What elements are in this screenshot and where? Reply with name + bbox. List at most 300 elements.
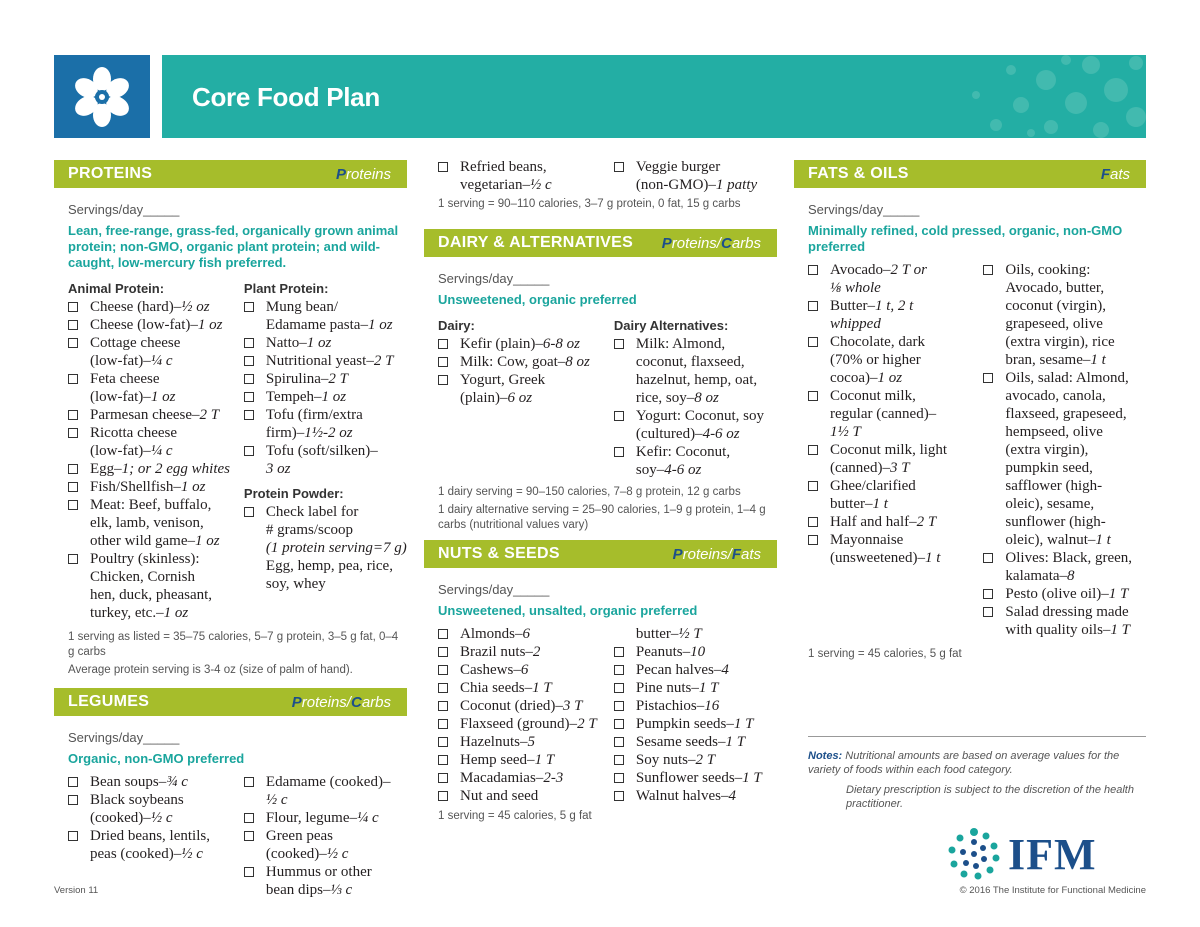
food-list-item <box>808 423 983 441</box>
item-label: Hummus or other <box>265 864 372 880</box>
item-text <box>636 679 719 697</box>
item-text <box>1005 315 1102 333</box>
indent <box>614 625 636 643</box>
indent <box>983 315 1005 333</box>
item-label: Almonds– <box>460 626 523 642</box>
item-text <box>90 406 219 424</box>
checkbox[interactable] <box>614 791 624 801</box>
item-label: grapeseed, olive <box>1005 316 1103 332</box>
food-list-item <box>68 496 244 514</box>
checkbox[interactable] <box>983 589 993 599</box>
item-amount: 2 T <box>577 716 597 732</box>
item-amount: 2 T or <box>890 262 927 278</box>
item-text <box>1005 495 1094 513</box>
checkbox[interactable] <box>983 553 993 563</box>
item-amount: 1 T <box>733 716 754 732</box>
item-label: Chicken, Cornish <box>90 569 195 585</box>
item-label: Bean soups– <box>90 774 167 790</box>
checkbox[interactable] <box>438 755 448 765</box>
item-text <box>90 442 172 460</box>
item-text <box>90 298 210 316</box>
food-list-item <box>808 333 983 351</box>
indent <box>983 567 1005 585</box>
checkbox[interactable] <box>808 391 818 401</box>
item-label: Pecan halves– <box>635 662 722 678</box>
item-text <box>1005 405 1126 423</box>
checkbox[interactable] <box>68 374 78 384</box>
item-text <box>830 387 916 405</box>
food-list-item <box>244 791 407 809</box>
food-list-item <box>808 351 983 369</box>
item-text <box>266 352 394 370</box>
indent <box>808 351 830 369</box>
item-label: Olives: Black, green, <box>1005 550 1133 566</box>
item-text <box>90 496 211 514</box>
item-amount: 6 <box>522 626 531 642</box>
indent <box>808 405 830 423</box>
item-text <box>636 733 745 751</box>
item-label: Spirulina– <box>265 371 329 387</box>
checkbox[interactable] <box>244 338 254 348</box>
indent <box>438 176 460 194</box>
food-list-item <box>808 459 983 477</box>
item-text <box>460 733 535 751</box>
checkbox[interactable] <box>244 507 254 517</box>
checkbox[interactable] <box>614 719 624 729</box>
item-label: Ghee/clarified <box>830 478 916 494</box>
item-amount: 1 oz <box>194 533 220 549</box>
food-list-item <box>983 387 1146 405</box>
food-list-item <box>808 495 983 513</box>
item-label: Kefir (plain)– <box>460 336 543 352</box>
item-label: (extra virgin), <box>1005 442 1089 458</box>
food-list-item <box>244 863 407 881</box>
food-list-item <box>808 261 983 279</box>
item-label: coconut (virgin), <box>1005 298 1106 314</box>
item-label: Chocolate, dark <box>830 334 925 350</box>
item-amount: 2 <box>532 644 541 660</box>
checkbox[interactable] <box>614 701 624 711</box>
food-list-item <box>614 769 777 787</box>
item-label: (low-fat)– <box>90 443 151 459</box>
item-label: peas (cooked)– <box>90 846 182 862</box>
item-amount: 2 T <box>916 514 937 530</box>
checkbox[interactable] <box>614 773 624 783</box>
item-label: (non-GMO)– <box>635 177 716 193</box>
food-list-item <box>614 389 777 407</box>
item-text <box>266 845 348 863</box>
indent <box>244 424 266 442</box>
item-label: Hemp seed– <box>460 752 535 768</box>
item-label: Cheese (low-fat)– <box>90 317 198 333</box>
item-label: # grams/scoop <box>265 522 353 538</box>
item-label: (70% or higher <box>830 352 921 368</box>
checkbox[interactable] <box>68 410 78 420</box>
item-label: Natto– <box>265 335 307 351</box>
item-label: oleic), sesame, <box>1005 496 1095 512</box>
checkbox[interactable] <box>438 375 448 385</box>
item-label: Egg– <box>90 461 122 477</box>
item-text <box>1005 567 1074 585</box>
indent <box>68 568 90 586</box>
item-amount: 8 oz <box>694 390 719 406</box>
checkbox[interactable] <box>244 867 254 877</box>
item-label: Cashews– <box>460 662 521 678</box>
nuts-servings: Servings/day_____ <box>438 582 550 597</box>
food-list-item <box>244 388 407 406</box>
item-text <box>460 751 554 769</box>
checkbox[interactable] <box>438 719 448 729</box>
food-list-item <box>244 460 407 478</box>
item-label: Milk: Almond, <box>635 336 726 352</box>
dairy-preferred: Unsweetened, organic preferred <box>438 292 637 307</box>
food-list-item <box>983 477 1146 495</box>
food-list-item <box>983 585 1146 603</box>
item-text <box>1005 549 1132 567</box>
food-list-item <box>244 442 407 460</box>
copyright: © 2016 The Institute for Functional Medicine <box>959 885 1146 896</box>
checkbox[interactable] <box>244 302 254 312</box>
indent <box>808 495 830 513</box>
checkbox[interactable] <box>614 411 624 421</box>
item-label: (canned)– <box>830 460 890 476</box>
checkbox[interactable] <box>614 683 624 693</box>
checkbox[interactable] <box>983 373 993 383</box>
item-label: Nut and seed <box>460 788 539 804</box>
item-text <box>1005 621 1130 639</box>
dairy-alternative-note: 1 dairy alternative serving = 25–90 calories, 1–9 g protein, 1–4 g carbs (nutritional values vary) <box>438 504 766 531</box>
checkbox[interactable] <box>614 737 624 747</box>
indent <box>983 513 1005 531</box>
food-list-item <box>438 176 614 194</box>
item-text <box>266 442 378 460</box>
checkbox[interactable] <box>68 482 78 492</box>
checkbox[interactable] <box>244 374 254 384</box>
checkbox[interactable] <box>68 795 78 805</box>
item-amount: 8 oz <box>565 354 590 370</box>
food-list-item <box>438 371 614 389</box>
item-amount: 1 oz <box>367 317 393 333</box>
item-amount: ¾ c <box>166 774 188 790</box>
checkbox[interactable] <box>808 301 818 311</box>
checkbox[interactable] <box>438 701 448 711</box>
food-list-item <box>68 442 244 460</box>
checkbox[interactable] <box>68 428 78 438</box>
item-text <box>90 532 220 550</box>
item-label: Egg, hemp, pea, rice, <box>265 558 393 574</box>
indent <box>983 405 1005 423</box>
item-text <box>1005 459 1093 477</box>
item-label: Refried beans, <box>460 159 547 175</box>
item-amount: 5 <box>527 734 535 750</box>
indent <box>68 388 90 406</box>
item-text <box>266 424 353 442</box>
fats-servings: Servings/day_____ <box>808 202 920 217</box>
food-list-item <box>983 333 1146 351</box>
item-text <box>830 261 927 279</box>
food-list-item <box>614 425 777 443</box>
item-label: Ricotta cheese <box>90 425 178 441</box>
item-amount: 4-6 oz <box>702 426 740 442</box>
item-label: Fish/Shellfish– <box>90 479 181 495</box>
item-amount: 6 oz <box>507 390 533 406</box>
proteins-preferred: Lean, free-range, grass-fed, organically grown animal protein; non-GMO, organic plant protein; and wild-caught, low-mercury fish preferred. <box>68 223 399 270</box>
food-list-item <box>68 478 244 496</box>
item-label: Parmesan cheese– <box>90 407 200 423</box>
checkbox[interactable] <box>68 320 78 330</box>
checkbox[interactable] <box>438 791 448 801</box>
item-label: pumpkin seed, <box>1005 460 1093 476</box>
item-amount: 6-8 oz <box>542 336 580 352</box>
food-list-item <box>983 297 1146 315</box>
item-text <box>460 679 552 697</box>
item-text <box>830 405 936 423</box>
food-list-item <box>244 557 407 575</box>
item-amount: whipped <box>830 316 881 332</box>
checkbox[interactable] <box>808 481 818 491</box>
item-amount: 16 <box>704 698 720 714</box>
indent <box>614 389 636 407</box>
indent <box>983 351 1005 369</box>
checkbox[interactable] <box>438 357 448 367</box>
item-amount: ½ T <box>678 626 702 642</box>
food-list-item <box>68 550 244 568</box>
checkbox[interactable] <box>438 339 448 349</box>
item-label: Sunflower seeds– <box>635 770 743 786</box>
checkbox[interactable] <box>614 339 624 349</box>
checkbox[interactable] <box>438 629 448 639</box>
item-label: (unsweetened)– <box>830 550 925 566</box>
item-label: Walnut halves– <box>635 788 729 804</box>
item-amount: 1; or 2 egg whites <box>121 461 230 477</box>
item-text <box>1005 441 1088 459</box>
item-label: Milk: Cow, goat– <box>460 354 566 370</box>
item-text <box>636 461 701 479</box>
item-amount: 1 oz <box>197 317 223 333</box>
checkbox[interactable] <box>614 447 624 457</box>
legumes-preferred: Organic, non-GMO preferred <box>68 751 245 766</box>
ifm-spiral-icon <box>946 826 1002 882</box>
item-label: Peanuts– <box>635 644 691 660</box>
dairy-header <box>424 229 777 257</box>
proteins-note-average: Average protein serving is 3-4 oz (size of palm of hand). <box>68 664 353 676</box>
checkbox[interactable] <box>244 813 254 823</box>
item-label: Macadamias– <box>460 770 544 786</box>
checkbox[interactable] <box>68 554 78 564</box>
item-label: Tempeh– <box>265 389 322 405</box>
indent <box>808 315 830 333</box>
food-list-item <box>244 503 407 521</box>
dairy-servings: Servings/day_____ <box>438 271 550 286</box>
food-list-item <box>614 371 777 389</box>
item-text <box>90 604 188 622</box>
item-text <box>460 176 552 194</box>
item-label: (cooked)– <box>265 846 327 862</box>
item-amount: ¼ c <box>356 810 379 826</box>
indent <box>983 477 1005 495</box>
food-list-item <box>808 369 983 387</box>
food-list-item <box>68 845 244 863</box>
indent <box>244 460 266 478</box>
indent <box>68 532 90 550</box>
indent <box>614 353 636 371</box>
item-text <box>90 550 200 568</box>
legumes-tag: Proteins/Carbs <box>291 693 391 711</box>
item-label: Hazelnuts– <box>460 734 528 750</box>
food-list-item <box>983 315 1146 333</box>
indent <box>983 495 1005 513</box>
item-text <box>460 697 582 715</box>
indent <box>244 845 266 863</box>
item-text <box>830 315 881 333</box>
food-list-item <box>614 407 777 425</box>
legumes-header <box>54 688 407 716</box>
checkbox[interactable] <box>244 777 254 787</box>
checkbox[interactable] <box>808 517 818 527</box>
indent <box>983 459 1005 477</box>
checkbox[interactable] <box>438 665 448 675</box>
item-amount: 3 T <box>562 698 583 714</box>
item-label: firm)– <box>265 425 305 441</box>
indent <box>983 387 1005 405</box>
food-list-item <box>438 158 614 176</box>
checkbox[interactable] <box>438 162 448 172</box>
checkbox[interactable] <box>614 647 624 657</box>
proteins-tag: Proteins <box>335 165 391 183</box>
checkbox[interactable] <box>68 777 78 787</box>
item-amount: 8 <box>1067 568 1075 584</box>
food-list-item <box>983 423 1146 441</box>
item-label: kalamata– <box>1005 568 1068 584</box>
food-list-item <box>244 406 407 424</box>
food-list-item <box>808 513 983 531</box>
item-text <box>1005 585 1128 603</box>
checkbox[interactable] <box>438 737 448 747</box>
item-label: Cottage cheese <box>90 335 181 351</box>
item-label: hempseed, olive <box>1005 424 1103 440</box>
indent <box>983 297 1005 315</box>
item-amount: 1 oz <box>321 389 347 405</box>
food-list-item <box>438 335 614 353</box>
checkbox[interactable] <box>808 445 818 455</box>
food-list-item <box>614 335 777 353</box>
item-text <box>90 809 172 827</box>
item-amount: 1 oz <box>150 389 176 405</box>
checkbox[interactable] <box>614 162 624 172</box>
indent <box>68 514 90 532</box>
checkbox[interactable] <box>244 356 254 366</box>
food-list-item <box>244 539 407 557</box>
item-text <box>830 333 925 351</box>
item-amount: ¼ c <box>150 353 173 369</box>
proteins-servings: Servings/day_____ <box>68 202 180 217</box>
indent <box>244 316 266 334</box>
checkbox[interactable] <box>68 302 78 312</box>
food-list-item <box>983 369 1146 387</box>
item-text <box>90 845 203 863</box>
food-list-item <box>68 352 244 370</box>
checkbox[interactable] <box>983 265 993 275</box>
checkbox[interactable] <box>614 665 624 675</box>
checkbox[interactable] <box>68 500 78 510</box>
item-text <box>266 827 333 845</box>
indent <box>614 371 636 389</box>
food-list-item <box>244 845 407 863</box>
item-amount: 2 T <box>373 353 394 369</box>
item-label: Salad dressing made <box>1005 604 1129 620</box>
food-list-item <box>808 531 983 549</box>
item-label: Avocado– <box>830 262 891 278</box>
protein-powder-title: Protein Powder: <box>243 486 344 501</box>
item-text <box>636 787 736 805</box>
item-text <box>1005 513 1105 531</box>
checkbox[interactable] <box>808 265 818 275</box>
checkbox[interactable] <box>983 607 993 617</box>
item-text <box>636 697 719 715</box>
item-text <box>636 769 762 787</box>
item-label: soy– <box>635 462 665 478</box>
checkbox[interactable] <box>244 410 254 420</box>
item-text <box>636 715 754 733</box>
food-list-item <box>614 461 777 479</box>
legumes-servings: Servings/day_____ <box>68 730 180 745</box>
item-amount: 1 oz <box>180 479 206 495</box>
checkbox[interactable] <box>438 683 448 693</box>
checkbox[interactable] <box>244 831 254 841</box>
item-text <box>830 459 910 477</box>
item-amount: 1 T <box>698 680 719 696</box>
food-list-item <box>808 549 983 567</box>
checkbox[interactable] <box>808 535 818 545</box>
checkbox[interactable] <box>438 647 448 657</box>
checkbox[interactable] <box>68 464 78 474</box>
food-list-item <box>68 809 244 827</box>
food-list-item <box>68 388 244 406</box>
item-text <box>266 809 379 827</box>
food-list-item <box>244 575 407 593</box>
notes-block <box>808 736 1146 811</box>
checkbox[interactable] <box>244 392 254 402</box>
item-amount: 1½ T <box>830 424 861 440</box>
ifm-logo <box>946 826 1097 882</box>
notes-label: Notes: <box>808 750 843 762</box>
item-text <box>90 827 210 845</box>
item-text <box>266 316 393 334</box>
item-label: hazelnut, hemp, oat, <box>635 372 758 388</box>
checkbox[interactable] <box>614 755 624 765</box>
nuts-note: 1 serving = 45 calories, 5 g fat <box>438 810 592 822</box>
indent <box>983 621 1005 639</box>
checkbox[interactable] <box>438 773 448 783</box>
food-list-item <box>68 604 244 622</box>
food-list-item <box>438 389 614 407</box>
food-list-item <box>68 773 244 791</box>
food-list-item <box>983 405 1146 423</box>
indent <box>808 459 830 477</box>
food-list-item <box>68 334 244 352</box>
food-list-item <box>68 298 244 316</box>
checkbox[interactable] <box>808 337 818 347</box>
checkbox[interactable] <box>68 831 78 841</box>
food-list-item <box>983 351 1146 369</box>
food-list-item <box>68 424 244 442</box>
checkbox[interactable] <box>244 446 254 456</box>
food-list-item <box>614 643 777 661</box>
item-label: Coconut (dried)– <box>460 698 563 714</box>
indent <box>68 604 90 622</box>
notes-text-2: Dietary prescription is subject to the discretion of the health practitioner. <box>846 784 1134 810</box>
checkbox[interactable] <box>68 338 78 348</box>
